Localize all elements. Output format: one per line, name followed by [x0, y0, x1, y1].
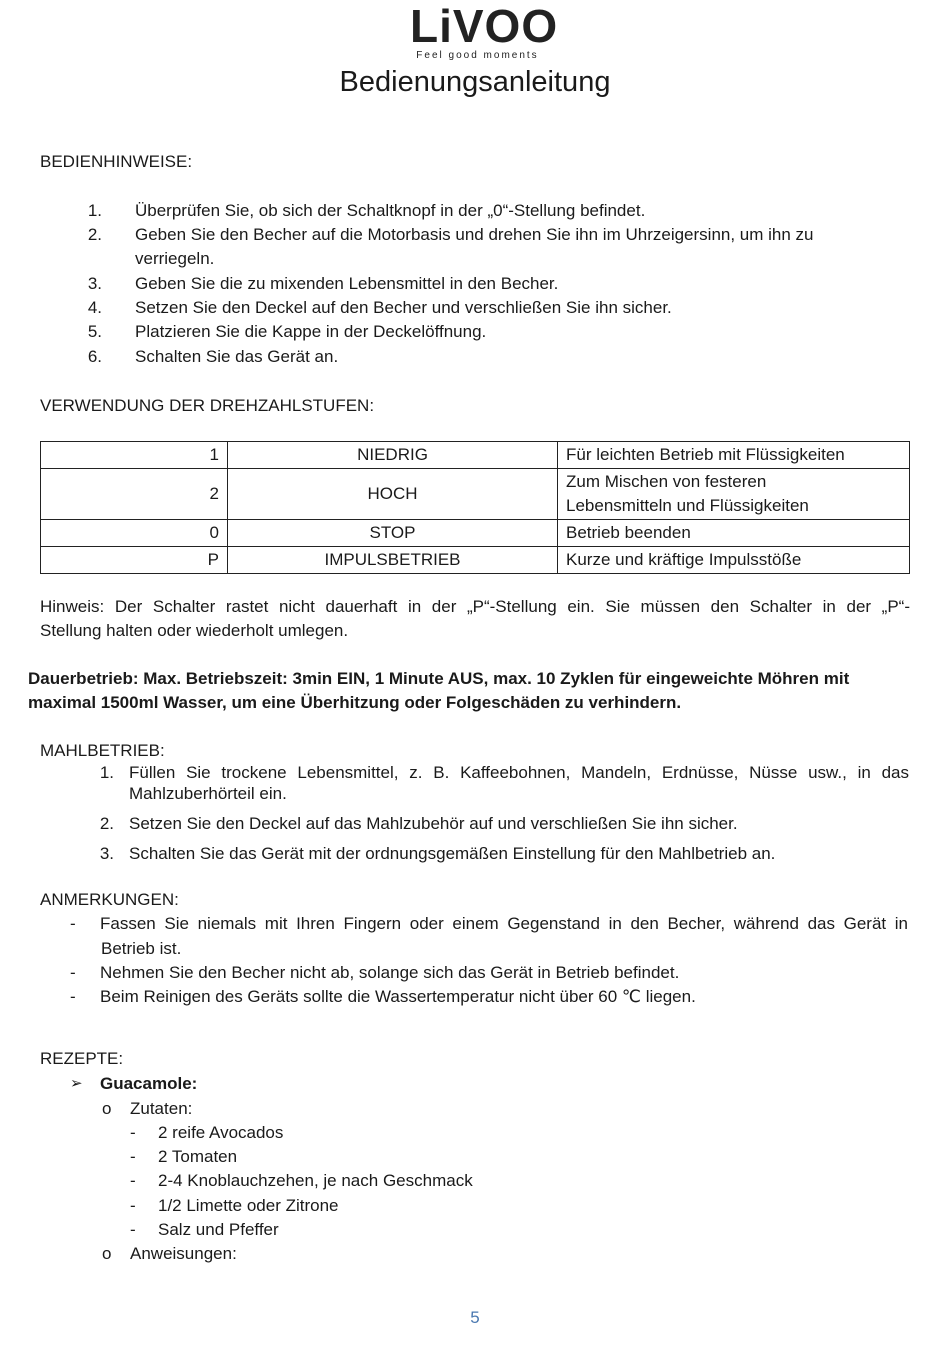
page-number: 5: [470, 1308, 480, 1327]
list-text: Geben Sie den Becher auf die Motorbasis und drehen Sie ihn im Uhrzeigersinn, um ihn zu: [135, 225, 814, 244]
continuous-operation-warning: [28, 667, 918, 715]
dash-bullet: -: [70, 963, 76, 982]
speed-description-line1: Zum Mischen von festeren: [566, 472, 767, 491]
table-row: [41, 547, 910, 574]
section-heading-mahlbetrieb: MAHLBETRIEB:: [40, 741, 165, 760]
list-text: Nehmen Sie den Becher nicht ab, solange sich das Gerät in Betrieb befindet.: [100, 963, 680, 982]
list-text: Setzen Sie den Deckel auf das Mahlzubehör auf und verschließen Sie ihn sicher.: [129, 814, 738, 833]
speed-name: HOCH: [228, 469, 558, 520]
sub-list-item: [100, 1097, 500, 1121]
list-text: Schalten Sie das Gerät mit der ordnungsgemäßen Einstellung für den Mahlbetrieb an.: [129, 844, 776, 863]
section-heading-anmerkungen: ANMERKUNGEN:: [40, 890, 179, 909]
dash-bullet: -: [70, 914, 76, 933]
list-item: [70, 912, 910, 960]
logo-wordmark: LiVOO: [410, 0, 559, 52]
list-item: [70, 296, 910, 320]
list-number: 3.: [99, 844, 114, 863]
list-text: Überprüfen Sie, ob sich der Schaltknopf in der „0“-Stellung befindet.: [135, 201, 646, 220]
note-paragraph: [40, 595, 910, 643]
list-item: [70, 985, 910, 1009]
list-text: Schalten Sie das Gerät an.: [135, 347, 339, 366]
section-heading-bedienhinweise: BEDIENHINWEISE:: [40, 152, 193, 171]
ingredient-text: Salz und Pfeffer: [158, 1220, 279, 1239]
speed-description: Für leichten Betrieb mit Flüssigkeiten: [558, 442, 910, 469]
list-number: 2.: [87, 225, 102, 244]
speed-name: IMPULSBETRIEB: [228, 547, 558, 574]
speed-name: STOP: [228, 520, 558, 547]
list-text: Setzen Sie den Deckel auf den Becher und verschließen Sie ihn sicher.: [135, 298, 672, 317]
logo-tagline: Feel good moments: [416, 50, 539, 61]
ingredient-text: 2 Tomaten: [158, 1147, 238, 1166]
list-text: Geben Sie die zu mixenden Lebensmittel in den Becher.: [135, 274, 559, 293]
list-item: [70, 762, 910, 806]
livoo-logo: [410, 0, 559, 62]
ingredient-text: 2 reife Avocados: [158, 1123, 284, 1142]
list-text: Füllen Sie trockene Lebensmittel, z. B. Kaffeebohnen, Mandeln, Erdnüsse, Nüsse usw., in das: [129, 763, 909, 782]
ingredient-text: 2-4 Knoblauchzehen, je nach Geschmack: [158, 1171, 473, 1190]
list-item: [70, 223, 910, 271]
speed-description: [558, 469, 910, 520]
ingredient-item: [130, 1145, 630, 1169]
list-item: [70, 320, 910, 344]
page-title: Bedienungsanleitung: [339, 66, 611, 98]
recipe-name: Guacamole:: [100, 1074, 198, 1093]
section-heading-rezepte: REZEPTE:: [40, 1049, 124, 1068]
arrow-bullet-icon: ➢: [70, 1075, 83, 1092]
dash-bullet: -: [130, 1171, 136, 1190]
circle-bullet-icon: o: [102, 1244, 112, 1263]
speed-table: [40, 441, 910, 574]
ingredient-item: [130, 1218, 630, 1242]
list-text: Platzieren Sie die Kappe in der Deckelöffnung.: [135, 322, 487, 341]
dash-bullet: -: [130, 1220, 136, 1239]
speed-key: 2: [41, 469, 228, 520]
warning-line2: maximal 1500ml Wasser, um eine Überhitzung oder Folgeschäden zu verhindern.: [28, 693, 682, 712]
list-text: Beim Reinigen des Geräts sollte die Wassertemperatur nicht über 60 ℃ liegen.: [100, 987, 696, 1006]
speed-key: P: [41, 547, 228, 574]
list-number: 1.: [87, 201, 102, 220]
table-row: [41, 520, 910, 547]
ingredient-item: [130, 1121, 630, 1145]
section-heading-drehzahl: VERWENDUNG DER DREHZAHLSTUFEN:: [40, 396, 375, 415]
dash-bullet: -: [130, 1147, 136, 1166]
recipe-title-row: [70, 1072, 470, 1096]
warning-line1: Dauerbetrieb: Max. Betriebszeit: 3min EIN, 1 Minute AUS, max. 10 Zyklen für eingeweichte Möhren mit: [28, 669, 850, 688]
list-item: [70, 842, 910, 866]
list-text-continued: Betrieb ist.: [101, 939, 182, 958]
list-number: 6.: [87, 347, 102, 366]
list-number: 5.: [87, 322, 102, 341]
dash-bullet: -: [130, 1196, 136, 1215]
dash-bullet: -: [70, 987, 76, 1006]
speed-description: Betrieb beenden: [558, 520, 910, 547]
list-item: [70, 272, 910, 296]
ingredient-item: [130, 1169, 630, 1193]
note-line1: Hinweis: Der Schalter rastet nicht dauerhaft in der „P“-Stellung ein. Sie müssen den Schalter in der „P“-: [40, 597, 910, 616]
list-item: [70, 199, 910, 223]
list-number: 2.: [99, 814, 114, 833]
dash-bullet: -: [130, 1123, 136, 1142]
list-text-continued: verriegeln.: [135, 249, 215, 268]
speed-key: 0: [41, 520, 228, 547]
speed-description-line2: Lebensmitteln und Flüssigkeiten: [566, 496, 809, 515]
note-line2: Stellung halten oder wiederholt umlegen.: [40, 621, 349, 640]
sub-list-item: [100, 1242, 500, 1266]
list-number: 3.: [87, 274, 102, 293]
zutaten-label: Zutaten:: [130, 1099, 193, 1118]
list-item: [70, 961, 910, 985]
list-number: 4.: [87, 298, 102, 317]
list-number: 1.: [99, 763, 114, 782]
list-item: [70, 812, 910, 836]
anweisungen-label: Anweisungen:: [130, 1244, 237, 1263]
speed-description: Kurze und kräftige Impulsstöße: [558, 547, 910, 574]
list-text: Fassen Sie niemals mit Ihren Fingern oder einem Gegenstand in den Becher, während das Gerät in: [100, 914, 908, 933]
circle-bullet-icon: o: [102, 1099, 112, 1118]
ingredient-item: [130, 1194, 630, 1218]
ingredient-text: 1/2 Limette oder Zitrone: [158, 1196, 339, 1215]
list-item: [70, 345, 910, 369]
table-row: [41, 442, 910, 469]
table-row: [41, 469, 910, 520]
speed-key: 1: [41, 442, 228, 469]
list-text-continued: Mahlzuberhörteil ein.: [129, 784, 287, 803]
speed-name: NIEDRIG: [228, 442, 558, 469]
